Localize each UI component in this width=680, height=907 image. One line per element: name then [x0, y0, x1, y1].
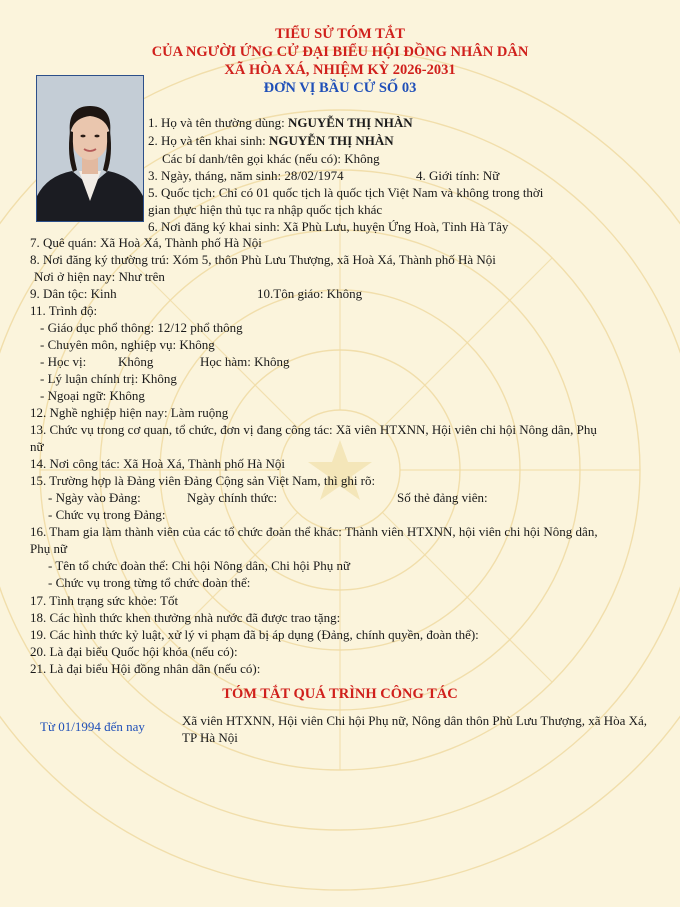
academic-title-row: Học hàm: Không	[200, 354, 290, 369]
birth-date-row: 3. Ngày, tháng, năm sinh: 28/02/1974	[148, 168, 344, 183]
doc-subtitle: CỦA NGƯỜI ỨNG CỬ ĐẠI BIỂU HỘI ĐỒNG NHÂN DÂN	[151, 44, 529, 60]
degree-row: - Học vị:	[40, 354, 87, 369]
hometown-row: 7. Quê quán: Xã Hoà Xá, Thành phố Hà Nội	[30, 235, 262, 250]
common-name-label: 1. Họ và tên thường dùng:	[148, 115, 288, 130]
national-assembly-row: 20. Là đại biểu Quốc hội khóa (nếu có):	[30, 644, 238, 659]
work-period: Từ 01/1994 đến nay	[40, 719, 145, 734]
peoples-council-row: 21. Là đại biểu Hội đồng nhân dân (nếu có):	[30, 661, 261, 676]
common-name-row	[148, 115, 413, 131]
portrait-icon	[37, 76, 143, 221]
organization-names-row: - Tên tổ chức đoàn thể: Chi hội Nông dân, Chi hội Phụ nữ	[48, 558, 350, 573]
specialty-row: - Chuyên môn, nghiệp vụ: Không	[40, 337, 215, 352]
party-member-row: 15. Trường hợp là Đảng viên Đảng Cộng sản Việt Nam, thì ghi rõ:	[30, 473, 376, 488]
organization-positions-row: - Chức vụ trong từng tổ chức đoàn thể:	[48, 575, 251, 590]
birth-registration-row: 6. Nơi đăng ký khai sinh: Xã Phù Lưu, huyện Ứng Hoà, Tỉnh Hà Tây	[148, 219, 509, 234]
position-row: 13. Chức vụ trong cơ quan, tổ chức, đơn vị đang công tác: Xã viên HTXNN, Hội viên chi hội Nông dân, Phụ	[30, 422, 597, 437]
nationality-row-cont: gian thực hiện thủ tục ra nhập quốc tịch khác	[148, 202, 383, 217]
doc-title: TIỂU SỬ TÓM TẮT	[275, 26, 405, 42]
work-history-title: TÓM TẮT QUÁ TRÌNH CÔNG TÁC	[222, 686, 458, 702]
work-description: Xã viên HTXNN, Hội viên Chi hội Phụ nữ, Nông dân thôn Phù Lưu Thượng, xã Hòa Xá, TP Hà Nội	[182, 713, 648, 745]
birth-name-value: NGUYỄN THỊ NHÀN	[268, 133, 394, 148]
awards-row: 18. Các hình thức khen thưởng nhà nước đã được trao tặng:	[30, 610, 341, 625]
nationality-row: 5. Quốc tịch: Chỉ có 01 quốc tịch là quốc tịch Việt Nam và không trong thời	[148, 185, 544, 200]
organizations-row: 16. Tham gia làm thành viên của các tổ chức đoàn thể khác: Thành viên HTXNN, hội viên chi hội Nông dân,	[30, 524, 598, 539]
foreign-language-row: - Ngoại ngữ: Không	[40, 388, 145, 403]
political-theory-row: - Lý luận chính trị: Không	[40, 371, 177, 386]
party-card-row: Số thẻ đảng viên:	[397, 490, 488, 505]
education-row: 11. Trình độ:	[30, 303, 98, 318]
gender-row: 4. Giới tính: Nữ	[416, 168, 500, 183]
party-join-date-row: - Ngày vào Đảng:	[48, 490, 141, 505]
birth-name-label: 2. Họ và tên khai sinh:	[148, 133, 269, 148]
organizations-row-cont: Phụ nữ	[30, 541, 68, 556]
occupation-row: 12. Nghề nghiệp hiện nay: Làm ruộng	[30, 405, 229, 420]
doc-term: XÃ HÒA XÁ, NHIỆM KỲ 2026-2031	[224, 62, 456, 78]
discipline-row: 19. Các hình thức kỷ luật, xử lý vi phạm đã bị áp dụng (Đảng, chính quyền, đoàn thể):	[30, 627, 479, 642]
general-education-row: - Giáo dục phổ thông: 12/12 phổ thông	[40, 320, 243, 335]
common-name-value: NGUYỄN THỊ NHÀN	[287, 115, 413, 130]
position-row-cont: nữ	[30, 439, 44, 454]
workplace-row: 14. Nơi công tác: Xã Hoà Xá, Thành phố Hà Nội	[30, 456, 286, 471]
ethnicity-row: 9. Dân tộc: Kinh	[30, 286, 117, 301]
portrait-photo	[36, 75, 144, 222]
alias-row: Các bí danh/tên gọi khác (nếu có): Không	[162, 151, 380, 166]
residence-row: 8. Nơi đăng ký thường trú: Xóm 5, thôn Phù Lưu Thượng, xã Hoà Xá, Thành phố Hà Nội	[30, 252, 496, 267]
degree-value: Không	[118, 354, 154, 369]
religion-row: 10.Tôn giáo: Không	[257, 286, 363, 301]
doc-unit: ĐƠN VỊ BẦU CỬ SỐ 03	[263, 80, 417, 96]
birth-name-row	[148, 133, 394, 149]
party-official-date-row: Ngày chính thức:	[187, 490, 278, 505]
current-address-row: Nơi ở hiện nay: Như trên	[34, 269, 165, 284]
health-row: 17. Tình trạng sức khỏe: Tốt	[30, 593, 179, 608]
party-position-row: - Chức vụ trong Đảng:	[48, 507, 166, 522]
